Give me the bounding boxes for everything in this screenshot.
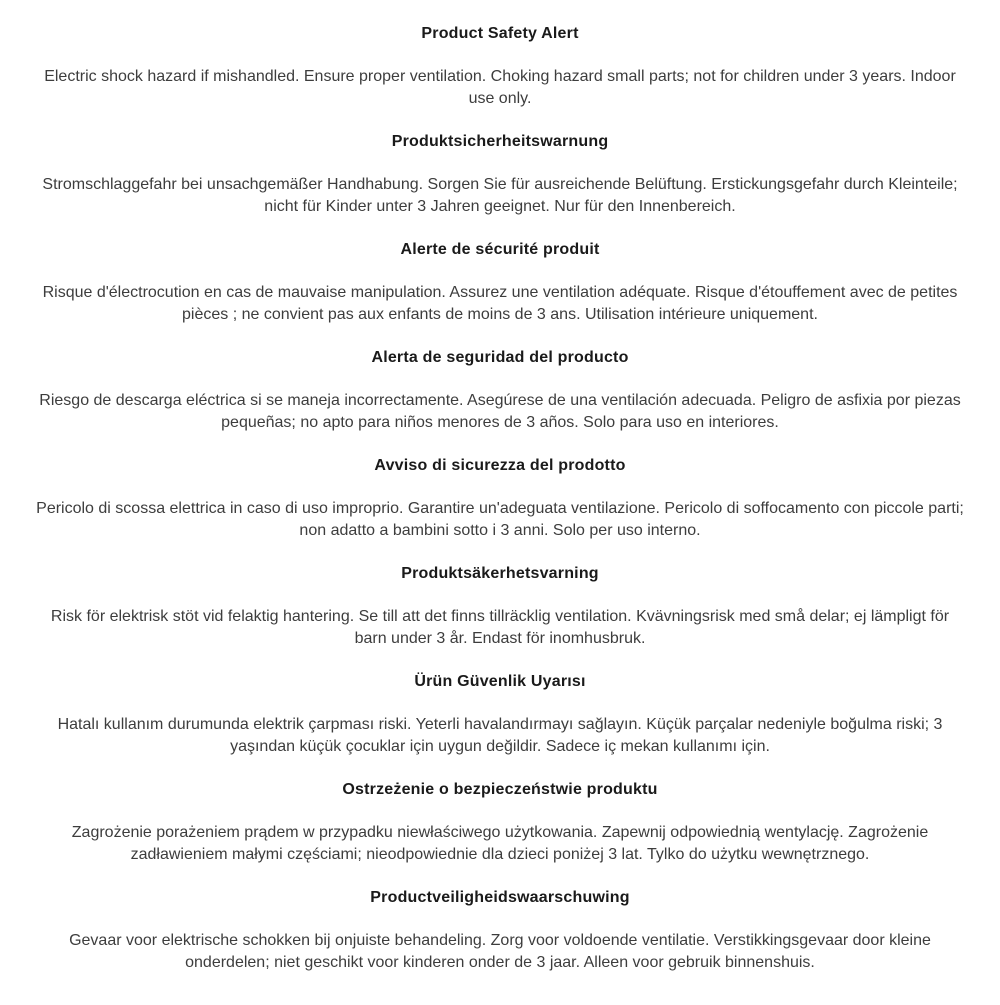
section-german bbox=[33, 131, 967, 218]
section-french bbox=[33, 239, 967, 326]
section-body-turkish: Hatalı kullanım durumunda elektrik çarpması riski. Yeterli havalandırmayı sağlayın. Küçük parçalar nedeniyle boğulma riski; 3 yaşından küçük çocuklar için uygun değildir. Sadece iç mekan kullanımı için. bbox=[57, 716, 943, 755]
section-heading-french: Alerte de sécurité produit bbox=[400, 241, 600, 258]
section-swedish bbox=[33, 563, 967, 650]
section-turkish bbox=[33, 671, 967, 758]
section-heading-german: Produktsicherheitswarnung bbox=[391, 133, 609, 150]
section-body-dutch: Gevaar voor elektrische schokken bij onjuiste behandeling. Zorg voor voldoende ventilatie. Verstikkingsgevaar door kleine onderdelen; niet geschikt voor kinderen onder de 3 jaar. Alleen voor gebruik binnenshuis. bbox=[69, 932, 931, 971]
section-heading-swedish: Produktsäkerhetsvarning bbox=[401, 565, 599, 582]
section-heading-italian: Avviso di sicurezza del prodotto bbox=[374, 457, 626, 474]
section-body-french: Risque d'électrocution en cas de mauvaise manipulation. Assurez une ventilation adéquate. Risque d'étouffement avec de petites pièces ; ne convient pas aux enfants de moins de 3 ans. Utilisation intérieure uniquement. bbox=[42, 284, 958, 323]
section-heading-turkish: Ürün Güvenlik Uyarısı bbox=[414, 673, 586, 690]
section-polish bbox=[33, 779, 967, 866]
section-body-italian: Pericolo di scossa elettrica in caso di uso improprio. Garantire un'adeguata ventilazione. Pericolo di soffocamento con piccole parti; non adatto a bambini sotto i 3 anni. Solo per uso interno. bbox=[36, 500, 964, 539]
section-heading-dutch: Productveiligheidswaarschuwing bbox=[370, 889, 630, 906]
section-english bbox=[33, 23, 967, 110]
section-body-english: Electric shock hazard if mishandled. Ensure proper ventilation. Choking hazard small parts; not for children under 3 years. Indoor use only. bbox=[44, 68, 956, 107]
section-dutch bbox=[33, 887, 967, 974]
section-heading-english: Product Safety Alert bbox=[421, 25, 579, 42]
section-heading-polish: Ostrzeżenie o bezpieczeństwie produktu bbox=[342, 781, 658, 798]
section-heading-spanish: Alerta de seguridad del producto bbox=[371, 349, 629, 366]
section-spanish bbox=[33, 347, 967, 434]
section-body-german: Stromschlaggefahr bei unsachgemäßer Handhabung. Sorgen Sie für ausreichende Belüftung. Erstickungsgefahr durch Kleinteile; nicht für Kinder unter 3 Jahren geeignet. Nur für den Innenbereich. bbox=[42, 176, 958, 215]
section-body-spanish: Riesgo de descarga eléctrica si se maneja incorrectamente. Asegúrese de una ventilación adecuada. Peligro de asfixia por piezas pequeñas; no apto para niños menores de 3 años. Solo para uso en interiores. bbox=[39, 392, 961, 431]
section-italian bbox=[33, 455, 967, 542]
section-body-swedish: Risk för elektrisk stöt vid felaktig hantering. Se till att det finns tillräcklig ventilation. Kvävningsrisk med små delar; ej lämpligt för barn under 3 år. Endast för inomhusbruk. bbox=[50, 608, 950, 647]
section-body-polish: Zagrożenie porażeniem prądem w przypadku niewłaściwego użytkowania. Zapewnij odpowiednią wentylację. Zagrożenie zadławieniem małymi częściami; nieodpowiednie dla dzieci poniżej 3 lat. Tylko do użytku wewnętrznego. bbox=[71, 824, 929, 863]
